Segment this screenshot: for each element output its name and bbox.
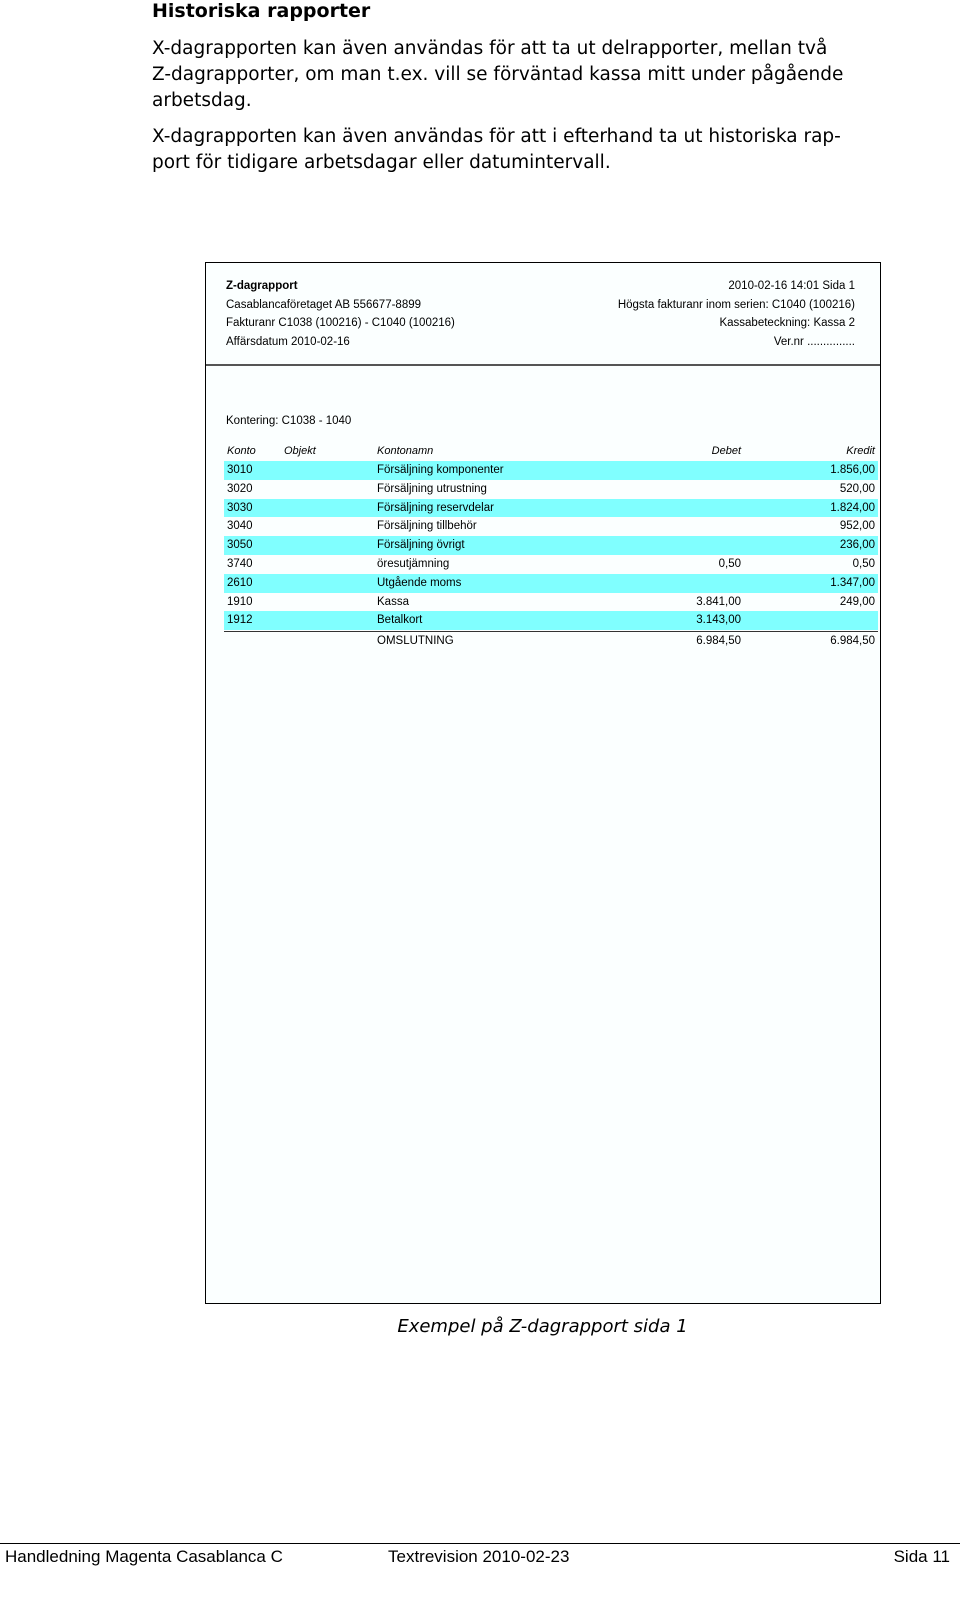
- table-row: [224, 480, 878, 499]
- total-debet: 6.984,50: [696, 635, 741, 648]
- report-datetime-page: 2010-02-16 14:01 Sida 1: [728, 280, 855, 292]
- cell-konto: 3020: [227, 482, 253, 495]
- cell-konto: 2610: [227, 576, 253, 589]
- col-kredit: Kredit: [846, 445, 875, 457]
- cell-kredit: 520,00: [839, 482, 875, 495]
- paragraph-1: X-dagrapporten kan även användas för att ta ut delrapporter, mellan två Z-dagrapporter, om man t.ex. vill se förväntad kassa mitt under pågående arbetsdag.: [152, 38, 844, 111]
- cell-debet: 3.841,00: [696, 595, 741, 608]
- invoice-range: Fakturanr C1038 (100216) - C1040 (100216): [226, 317, 455, 329]
- cell-kredit: 1.347,00: [830, 576, 875, 589]
- total-label: OMSLUTNING: [377, 635, 454, 648]
- cell-konto: 3010: [227, 464, 253, 476]
- report-title: Z-dagrapport: [226, 280, 298, 292]
- cell-kredit: 1.824,00: [830, 501, 875, 514]
- cell-konto: 3030: [227, 501, 253, 514]
- cell-kredit: 236,00: [839, 539, 875, 552]
- table-row: [224, 593, 878, 612]
- cell-debet: 0,50: [718, 557, 741, 570]
- cell-kontonamn: Försäljning reservdelar: [377, 501, 494, 514]
- total-row: [224, 632, 878, 651]
- total-kredit: 6.984,50: [830, 635, 875, 648]
- footer-left: Handledning Magenta Casablanca C: [5, 1547, 283, 1566]
- cell-konto: 1912: [227, 614, 253, 627]
- footer-rule: [0, 1543, 960, 1544]
- table-row: [224, 461, 878, 480]
- report-header-left: [226, 277, 455, 351]
- kontering-table: [224, 461, 878, 651]
- table-row: [224, 536, 878, 555]
- cell-konto: 3740: [227, 557, 253, 570]
- figure-caption: Exempel på Z-dagrapport sida 1: [397, 1316, 688, 1337]
- cell-kredit: 0,50: [852, 557, 875, 570]
- footer-middle: Textrevision 2010-02-23: [388, 1547, 570, 1566]
- table-header: [224, 445, 878, 461]
- cell-kredit: 952,00: [839, 520, 875, 533]
- col-debet: Debet: [711, 445, 741, 457]
- cell-kontonamn: öresutjämning: [377, 557, 450, 570]
- business-date: Affärsdatum 2010-02-16: [226, 335, 350, 348]
- company-line: Casablancaföretaget AB 556677-8899: [226, 298, 422, 311]
- table-row: [224, 517, 878, 536]
- col-objekt: Objekt: [284, 445, 316, 457]
- z-dagrapport-example: [205, 262, 881, 1304]
- cell-konto: 1910: [227, 595, 253, 608]
- cell-kontonamn: Försäljning komponenter: [377, 464, 504, 476]
- col-konto: Konto: [227, 445, 256, 457]
- cell-kontonamn: Försäljning tillbehör: [377, 520, 477, 533]
- report-header-right: [618, 277, 855, 351]
- table-row: [224, 499, 878, 518]
- kontering-label: Kontering: C1038 - 1040: [226, 415, 352, 427]
- cell-konto: 3040: [227, 520, 253, 533]
- cell-konto: 3050: [227, 539, 253, 552]
- ver-nr: Ver.nr ...............: [773, 335, 855, 348]
- cell-kredit: 249,00: [839, 595, 875, 608]
- cell-kontonamn: Kassa: [377, 595, 409, 608]
- table-row: [224, 555, 878, 574]
- cell-kontonamn: Försäljning övrigt: [377, 539, 465, 552]
- report-header: [206, 263, 880, 363]
- header-divider: [206, 364, 880, 366]
- section-heading: Historiska rapporter: [152, 0, 371, 22]
- highest-invoice: Högsta fakturanr inom serien: C1040 (100216): [617, 298, 855, 311]
- cell-kredit: 1.856,00: [830, 464, 875, 476]
- cell-kontonamn: Betalkort: [377, 614, 423, 627]
- table-row: [224, 611, 878, 630]
- col-kontonamn: Kontonamn: [377, 445, 434, 457]
- table-row: [224, 574, 878, 593]
- register-name: Kassabeteckning: Kassa 2: [719, 317, 855, 329]
- footer-page: Sida 11: [893, 1547, 950, 1566]
- cell-debet: 3.143,00: [696, 614, 741, 627]
- cell-kontonamn: Försäljning utrustning: [377, 482, 487, 495]
- cell-kontonamn: Utgående moms: [377, 576, 462, 589]
- paragraph-2: X-dagrapporten kan även användas för att i efterhand ta ut historiska rap- port för tidigare arbetsdagar eller datumintervall.: [152, 126, 841, 173]
